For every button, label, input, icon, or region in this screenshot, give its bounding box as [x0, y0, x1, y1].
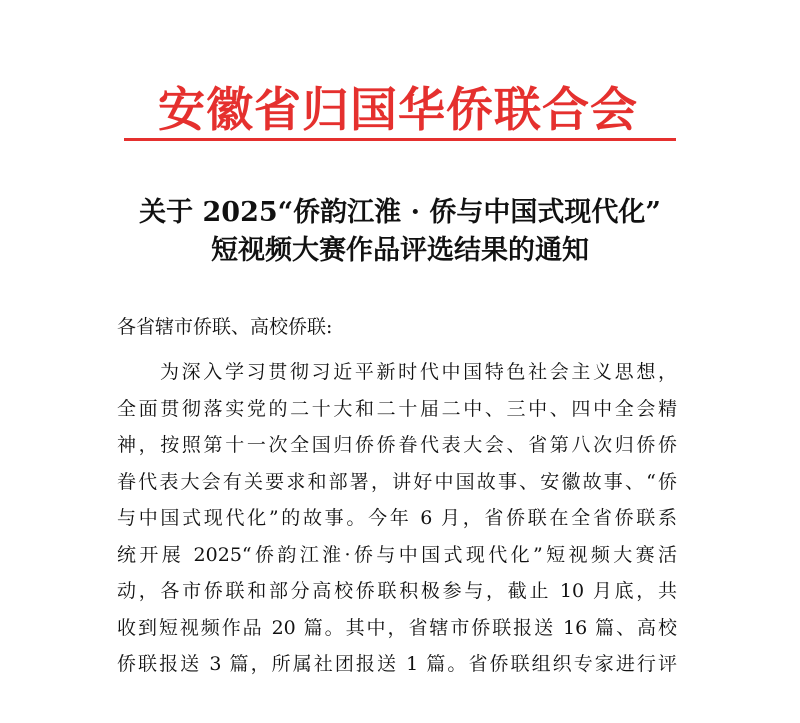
- body-line: 收到短视频作品 20 篇。其中，省辖市侨联报送 16 篇、高校: [117, 616, 677, 639]
- document-title-line-2: 短视频大赛作品评选结果的通知: [211, 235, 589, 266]
- salutation: 各省辖市侨联、高校侨联:: [117, 316, 333, 338]
- body-line: 神，按照第十一次全国归侨侨眷代表大会、省第八次归侨侨: [117, 434, 677, 456]
- body-line: 与中国式现代化”的故事。今年 6 月，省侨联在全省侨联系: [117, 507, 677, 529]
- body-line: 动，各市侨联和部分高校侨联积极参与，截止 10 月底，共: [117, 580, 677, 602]
- body-line: 为深入学习贯彻习近平新时代中国特色社会主义思想，: [160, 361, 677, 383]
- body-line: 侨联报送 3 篇，所属社团报送 1 篇。省侨联组织专家进行评: [117, 653, 677, 675]
- body-paragraph: [117, 354, 677, 683]
- body-line: 全面贯彻落实党的二十大和二十届二中、三中、四中全会精: [117, 397, 677, 420]
- masthead-org-name: 安徽省归国华侨联合会: [158, 83, 638, 138]
- body-line: 眷代表大会有关要求和部署，讲好中国故事、安徽故事、“侨: [117, 470, 677, 493]
- document-title-line-1: 关于 2025“侨韵江淮 · 侨与中国式现代化”: [139, 197, 661, 228]
- masthead-red-rule: [124, 138, 676, 141]
- body-line: 统开展 2025“侨韵江淮·侨与中国式现代化”短视频大赛活: [117, 543, 677, 566]
